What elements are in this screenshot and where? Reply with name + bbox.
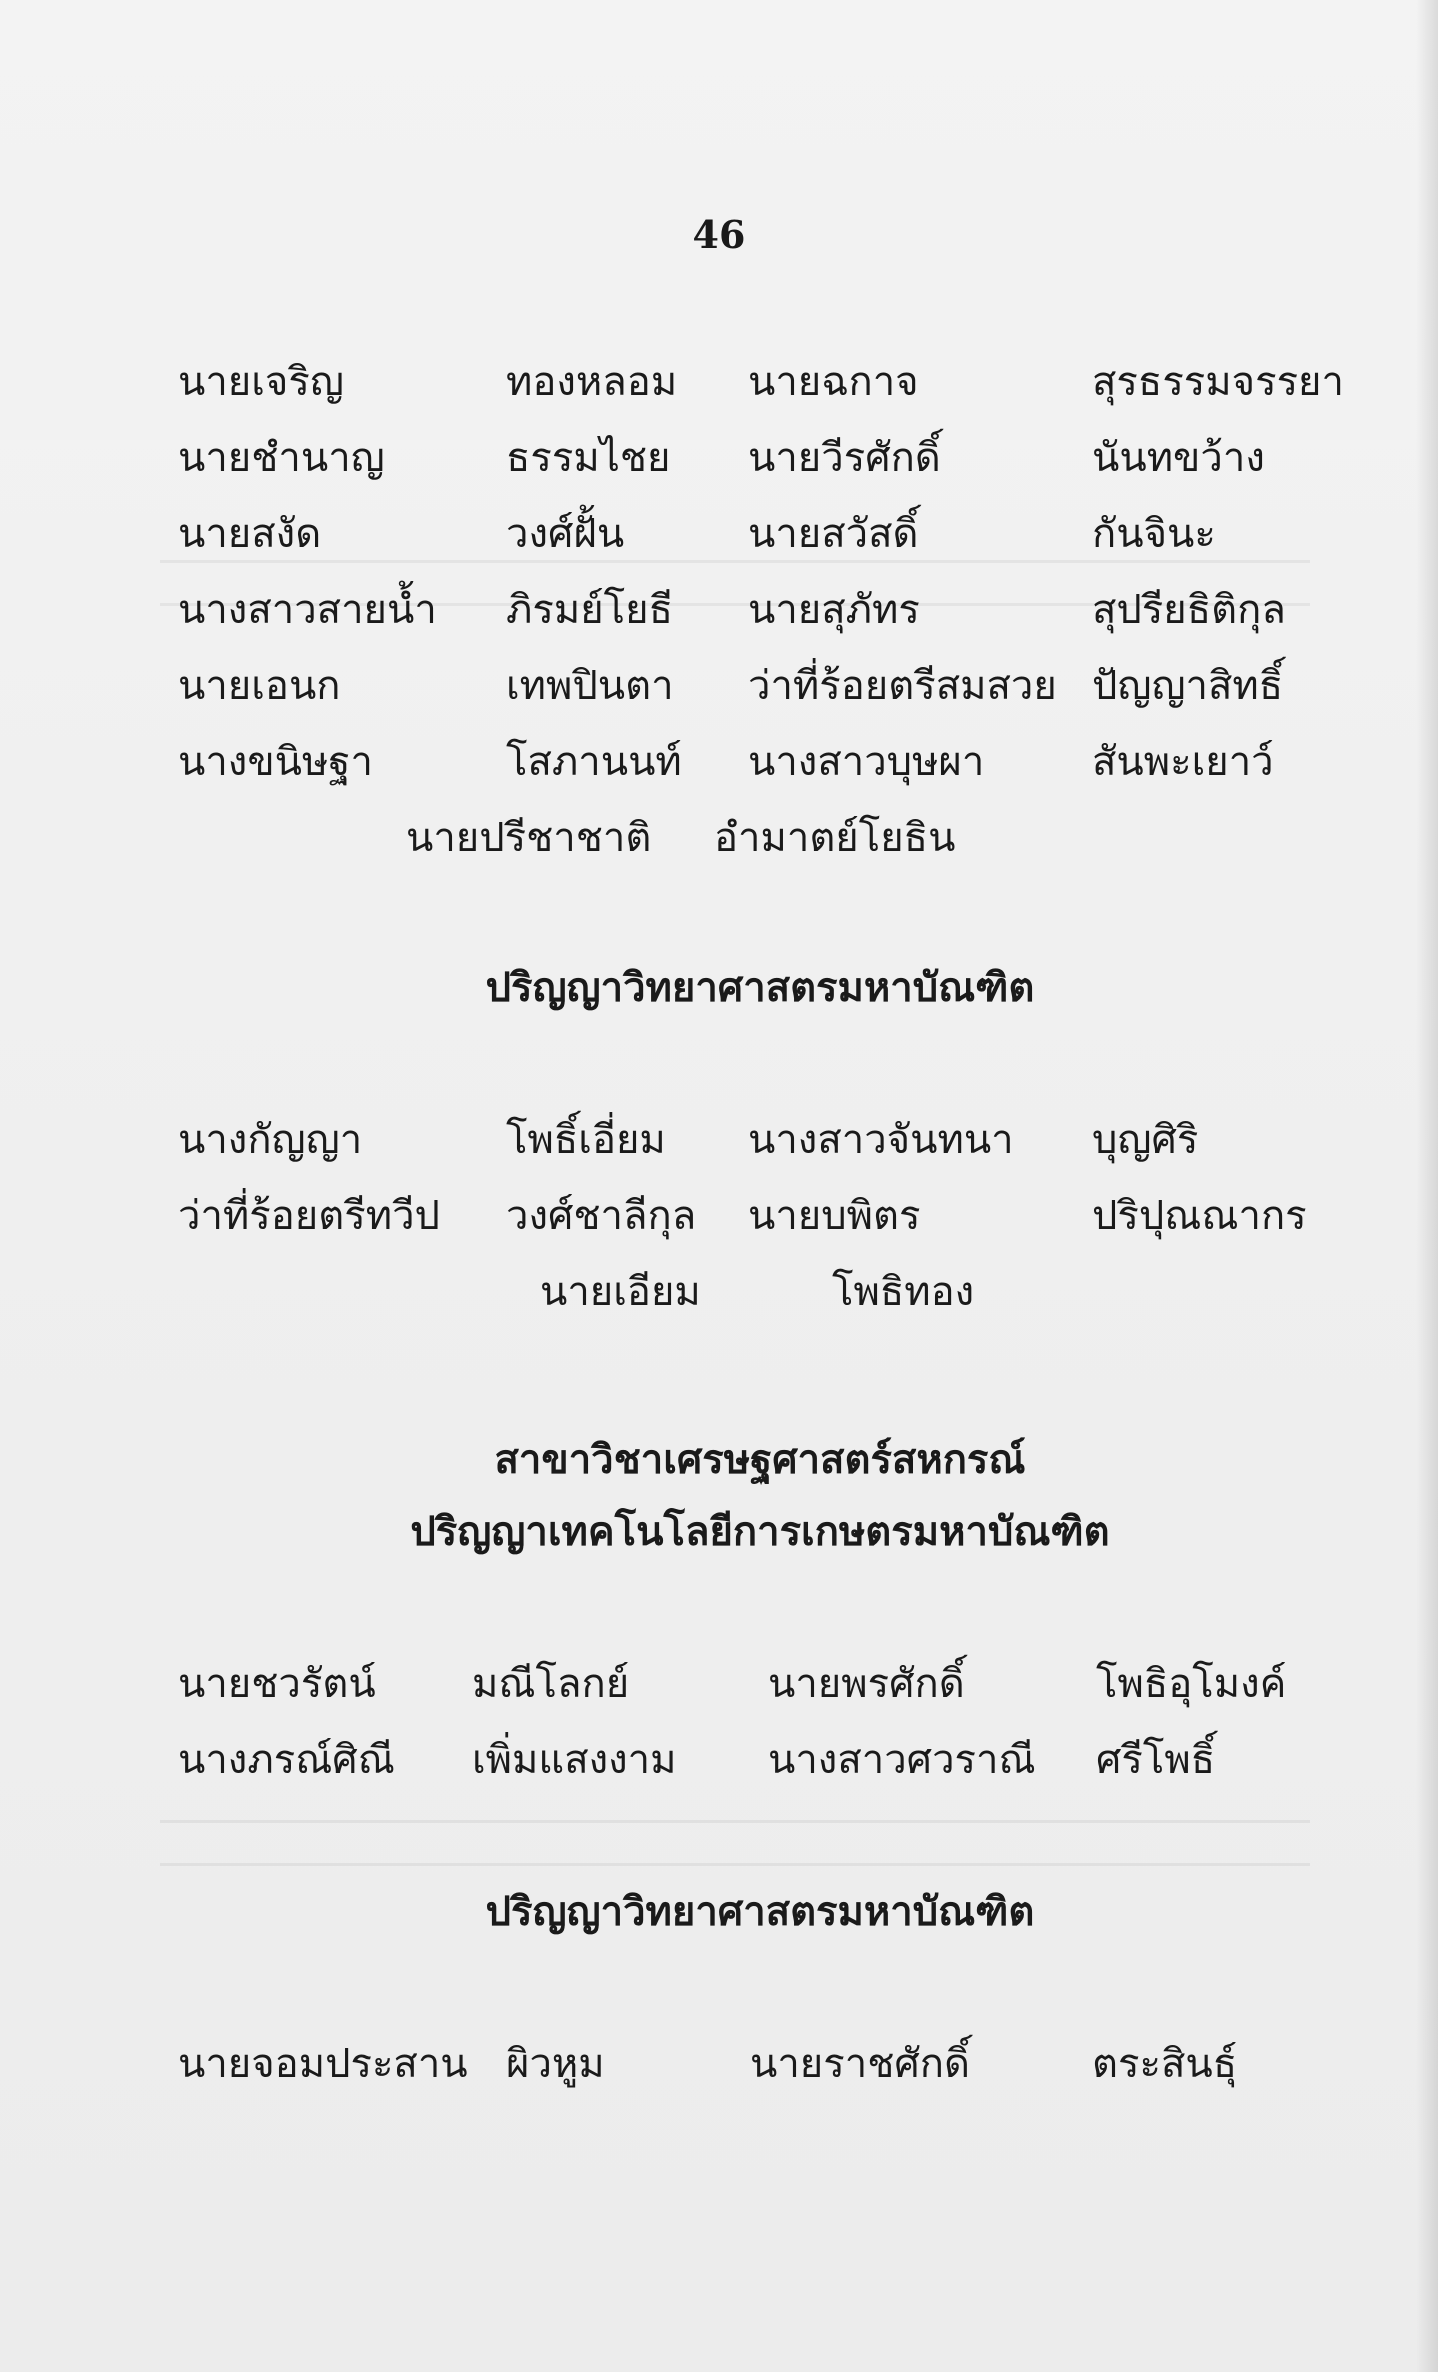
name-cell: ทองหลอม bbox=[506, 359, 678, 405]
name-cell: นายสวัสดิ์ bbox=[748, 511, 919, 557]
name-cell: โสภานนท์ bbox=[506, 739, 682, 785]
section-heading: ปริญญาวิทยาศาสตรมหาบัณฑิต bbox=[485, 964, 1035, 1011]
name-cell: นายเอนก bbox=[178, 663, 341, 709]
name-cell: บุญศิริ bbox=[1092, 1117, 1199, 1163]
name-cell: สุรธรรมจรรยา bbox=[1092, 359, 1344, 405]
name-cell: ปัญญาสิทธิ์ bbox=[1092, 663, 1284, 709]
name-cell: ว่าที่ร้อยตรีสมสวย bbox=[748, 663, 1057, 709]
name-cell: ปริปุณณากร bbox=[1092, 1193, 1307, 1239]
name-cell: นายปรีชาชาติ bbox=[406, 815, 652, 861]
name-cell: นางภรณ์ศิณี bbox=[178, 1737, 395, 1783]
name-cell: ผิวหูม bbox=[506, 2041, 605, 2087]
name-cell: ว่าที่ร้อยตรีทวีป bbox=[178, 1193, 440, 1239]
name-cell: นายพรศักดิ์ bbox=[768, 1661, 965, 1707]
show-through-texture bbox=[160, 1820, 1310, 1866]
name-cell: นายวีรศักดิ์ bbox=[748, 435, 941, 481]
name-cell: นายเอียม bbox=[540, 1269, 701, 1315]
section-heading: ปริญญาเทคโนโลยีการเกษตรมหาบัณฑิต bbox=[410, 1508, 1110, 1555]
name-cell: นายชวรัตน์ bbox=[178, 1661, 376, 1707]
name-cell: นางสาวสายน้ำ bbox=[178, 587, 437, 633]
name-cell: ศรีโพธิ์ bbox=[1096, 1737, 1216, 1783]
name-cell: ภิรมย์โยธี bbox=[506, 587, 673, 633]
name-cell: ตระสินธุ์ bbox=[1092, 2041, 1238, 2087]
name-cell: กันจินะ bbox=[1092, 511, 1216, 557]
name-cell: นางสาวศวราณี bbox=[768, 1737, 1036, 1783]
name-cell: โพธิ์เอี่ยม bbox=[506, 1117, 666, 1163]
page-edge-shadow bbox=[1416, 0, 1438, 2372]
name-cell: นายชำนาญ bbox=[178, 435, 385, 481]
page-number: 46 bbox=[692, 212, 746, 257]
name-cell: นายสงัด bbox=[178, 511, 322, 557]
name-cell: เทพปินตา bbox=[506, 663, 674, 709]
section-heading: สาขาวิชาเศรษฐศาสตร์สหกรณ์ bbox=[494, 1436, 1026, 1483]
name-cell: โพธิอุโมงค์ bbox=[1096, 1661, 1287, 1707]
name-cell: ธรรมไชย bbox=[506, 435, 671, 481]
name-cell: นายจอมประสาน bbox=[178, 2041, 468, 2087]
name-cell: มณีโลกย์ bbox=[472, 1661, 630, 1707]
name-cell: นันทขว้าง bbox=[1092, 435, 1265, 481]
name-cell: สันพะเยาว์ bbox=[1092, 739, 1274, 785]
name-cell: นางขนิษฐา bbox=[178, 739, 373, 785]
name-cell: เพิ่มแสงงาม bbox=[472, 1737, 677, 1783]
name-cell: นางสาวบุษผา bbox=[748, 739, 985, 785]
name-cell: นายเจริญ bbox=[178, 359, 344, 405]
name-cell: วงศ์ฝั้น bbox=[506, 511, 625, 557]
name-cell: โพธิทอง bbox=[832, 1269, 975, 1315]
name-cell: นายฉกาจ bbox=[748, 359, 919, 405]
name-cell: นางสาวจันทนา bbox=[748, 1117, 1014, 1163]
name-cell: สุปรียธิติกุล bbox=[1092, 587, 1286, 633]
name-cell: อำมาตย์โยธิน bbox=[714, 815, 956, 861]
name-cell: วงศ์ชาลีกุล bbox=[506, 1193, 697, 1239]
section-heading: ปริญญาวิทยาศาสตรมหาบัณฑิต bbox=[485, 1888, 1035, 1935]
name-cell: นายบพิตร bbox=[748, 1193, 921, 1239]
name-cell: นายราชศักดิ์ bbox=[750, 2041, 970, 2087]
name-cell: นายสุภัทร bbox=[748, 587, 920, 633]
name-cell: นางกัญญา bbox=[178, 1117, 363, 1163]
